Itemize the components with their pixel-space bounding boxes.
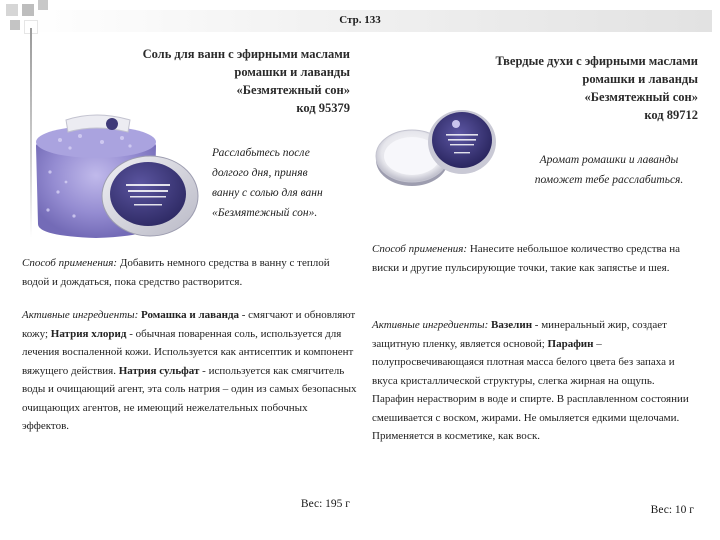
ingredient-name: Натрия хлорид	[50, 327, 127, 340]
bath-salt-jar-image	[30, 112, 202, 242]
usage-label: Способ применения:	[22, 257, 118, 269]
ingredients-text: - используется как смягчитель воды и очищающий агент, эта соль натрия – один из самых безопасных очищающих агентов, не имеющий нежелательных побочных эффектов.	[22, 364, 357, 432]
description-line: ванну с солью для ванн	[212, 187, 323, 199]
left-usage	[22, 254, 342, 291]
right-ingredients	[372, 316, 697, 446]
ingredient-name: Парафин	[547, 337, 594, 350]
title-line: код 95379	[296, 101, 350, 115]
ingredients-label: Активные ингредиенты:	[372, 319, 489, 331]
title-line: ромашки и лаванды	[234, 65, 350, 79]
left-product-title	[60, 45, 350, 117]
left-ingredients	[22, 306, 357, 436]
ingredient-name: Ромашка и лаванда	[141, 309, 240, 321]
page-number: Стр. 133	[339, 14, 381, 26]
ingredients-text: - обычная поваренная соль, используется для лечения воспаленной кожи. Используется как антисептик и компонент вяжущего действия.	[22, 327, 354, 377]
title-line: «Безмятежный сон»	[236, 83, 350, 97]
usage-label: Способ применения:	[372, 243, 468, 255]
usage-text: Нанесите небольшое количество средства на виски и другие пульсирующие точки, такие как запястье и шея.	[372, 243, 680, 274]
solid-perfume-image	[372, 102, 500, 192]
left-product-description	[212, 143, 352, 223]
description-line: Аромат ромашки и лаванды	[539, 154, 679, 166]
title-line: код 89712	[644, 108, 698, 122]
corner-square	[38, 0, 48, 10]
title-line: «Безмятежный сон»	[584, 90, 698, 104]
description-line: Расслабьтесь после	[212, 147, 310, 159]
description-line: поможет тебе расслабиться.	[534, 174, 684, 186]
description-line: «Безмятежный сон».	[212, 207, 318, 219]
right-weight: Вес: 10 г	[650, 504, 694, 516]
ingredient-name: Натрия сульфат	[118, 364, 200, 377]
title-line: Твердые духи с эфирными маслами	[495, 54, 698, 68]
left-weight: Вес: 195 г	[300, 498, 350, 510]
ingredient-name: Вазелин	[491, 319, 533, 331]
ingredients-text: - смягчают и обновляют кожу;	[22, 309, 356, 340]
ingredients-text: – полупросвечивающаяся плотная масса белого цвета без запаха и вкуса кристаллической структуры, слегка жирная на ощупь. Парафин нерастворим в воде и спирте. В расплавленном состоянии смешивается с воском, жирами. Не омыляется едкими щелочами. Применяется в косметике, как воск.	[372, 337, 689, 442]
ingredients-text: - минеральный жир, создает защитную пленку, является основой;	[372, 319, 667, 350]
title-line: Соль для ванн с эфирными маслами	[142, 47, 350, 61]
right-product-description	[520, 150, 698, 190]
description-line: долгого дня, приняв	[212, 167, 308, 179]
title-line: ромашки и лаванды	[582, 72, 698, 86]
ingredients-label: Активные ингредиенты:	[22, 309, 139, 321]
right-usage	[372, 240, 690, 277]
usage-text: Добавить немного средства в ванну с теплой водой и дождаться, пока средство растворится.	[22, 257, 330, 288]
